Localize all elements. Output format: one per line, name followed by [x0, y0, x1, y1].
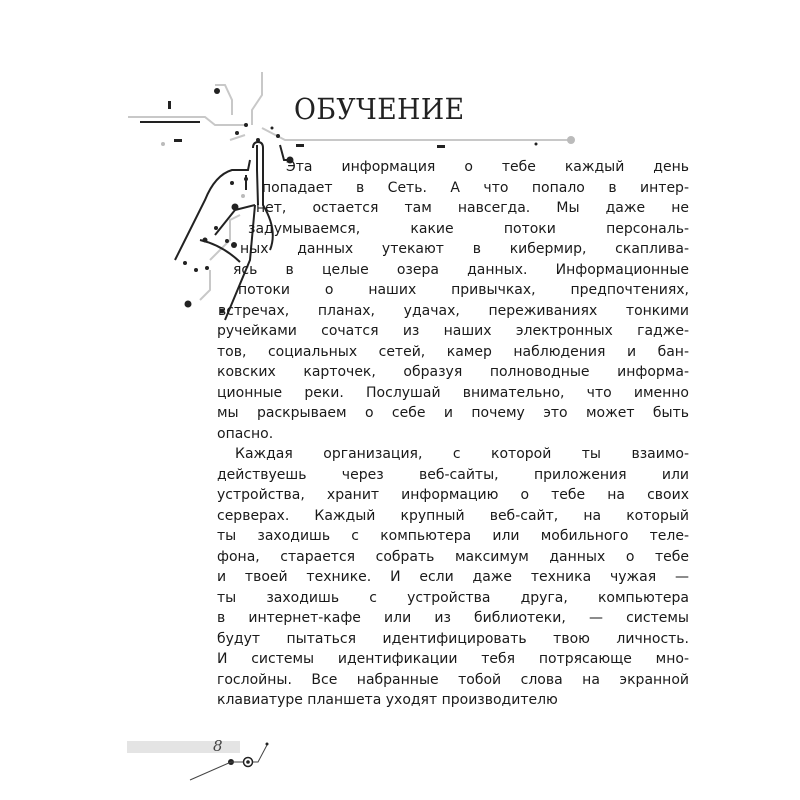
text-line: И системы идентификации тебя потрясающе мно- [217, 651, 689, 667]
text-line: фона, старается собрать максимум данных о тебе [217, 548, 689, 565]
text-line: ных данных утекают в кибермир, скаплива- [240, 241, 689, 257]
text-line: действуешь через веб-сайты, приложения или [217, 466, 689, 483]
page-number-bar [127, 741, 240, 753]
chapter-title: ОБУЧЕНИЕ [294, 92, 465, 126]
text-line: задумываемся, какие потоки персональ- [248, 220, 689, 237]
text-line: Каждая организация, с которой ты взаимо- [235, 446, 689, 462]
text-line: ционные реки. Послушай внимательно, что именно [217, 384, 689, 401]
text-line: гослойны. Все набранные тобой слова на экранной [217, 671, 689, 688]
text-line: устройства, хранит информацию о тебе на своих [217, 487, 689, 503]
text-line: нет, остается там навсегда. Мы даже не [256, 200, 689, 216]
text-line: опасно. [217, 425, 274, 442]
text-line: клавиатуре планшета уходят производителю [217, 692, 558, 708]
text-line: попадает в Сеть. А что попало в интер- [262, 179, 689, 196]
text-line: тов, социальных сетей, камер наблюдения и бан- [217, 343, 689, 360]
text-line: в интернет-кафе или из библиотеки, — системы [217, 610, 689, 626]
text-line: ты заходишь с компьютера или мобильного теле- [217, 528, 689, 544]
text-line: и твоей технике. И если даже техника чужая — [217, 569, 689, 585]
text-line: будут пытаться идентифицировать твою личность. [217, 630, 689, 647]
page-number: 8 [213, 737, 223, 755]
text-line: ясь в целые озера данных. Информационные [233, 261, 689, 278]
text-line: ты заходишь с устройства друга, компьютера [217, 589, 689, 606]
text-line: Эта информация о тебе каждый день [286, 159, 689, 175]
text-line: мы раскрываем о себе и почему это может быть [217, 405, 689, 421]
text-line: встречах, планах, удачах, переживаниях тонкими [218, 302, 689, 319]
text-line: ковских карточек, образуя полноводные информа- [217, 364, 689, 380]
text-line: серверах. Каждый крупный веб-сайт, на который [217, 507, 689, 524]
text-line: ручейками сочатся из наших электронных гадже- [217, 323, 689, 339]
text-line: потоки о наших привычках, предпочтениях, [238, 282, 689, 298]
